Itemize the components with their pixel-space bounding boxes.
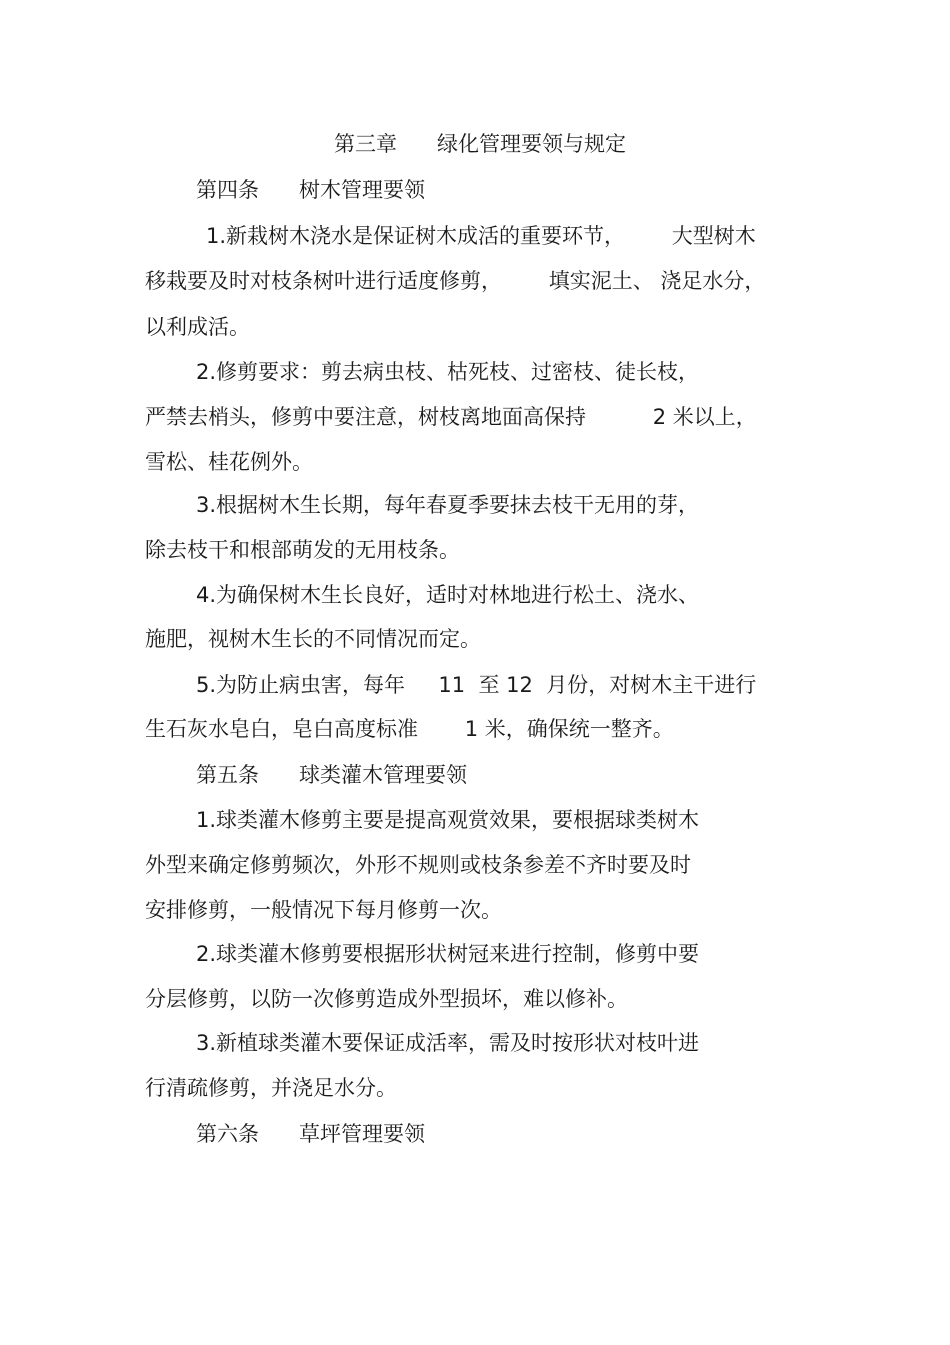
s4-item2-line1: 2.修剪要求：剪去病虫枝、枯死枝、过密枝、徒长枝， xyxy=(196,360,700,384)
s5-item2-line1: 2.球类灌木修剪要根据形状树冠来进行控制，修剪中要 xyxy=(196,942,700,966)
s4-item1-line3: 以利成活。 xyxy=(145,315,250,339)
chapter-heading: 第三章 绿化管理要领与规定 xyxy=(334,132,627,156)
s4-item3-line1: 3.根据树木生长期，每年春夏季要抹去枝干无用的芽， xyxy=(196,493,700,517)
s5-item1-line2: 外型来确定修剪频次，外形不规则或枝条参差不齐时要及时 xyxy=(145,853,691,877)
s5-item3-line2: 行清疏修剪，并浇足水分。 xyxy=(145,1076,397,1100)
s4-item5-line2: 生石灰水皂白，皂白高度标准 1 米，确保统一整齐。 xyxy=(145,717,674,741)
s4-item1-line2: 移栽要及时对枝条树叶进行适度修剪， 填实泥土、 浇足水分， xyxy=(145,269,766,293)
section-6-heading: 第六条 草坪管理要领 xyxy=(196,1122,426,1146)
s4-item5-line1: 5.为防止病虫害，每年 11 至 12 月份，对树木主干进行 xyxy=(196,673,757,697)
s5-item1-line1: 1.球类灌木修剪主要是提高观赏效果，要根据球类树木 xyxy=(196,808,700,832)
s4-item2-line2: 严禁去梢头，修剪中要注意，树枝离地面高保持 2 米以上， xyxy=(145,405,757,429)
s5-item2-line2: 分层修剪，以防一次修剪造成外型损坏，难以修补。 xyxy=(145,987,628,1011)
section-5-heading: 第五条 球类灌木管理要领 xyxy=(196,763,468,787)
s5-item3-line1: 3.新植球类灌木要保证成活率，需及时按形状对枝叶进 xyxy=(196,1031,700,1055)
s4-item2-line3: 雪松、桂花例外。 xyxy=(145,450,313,474)
s4-item4-line1: 4.为确保树木生长良好，适时对林地进行松土、浇水、 xyxy=(196,583,700,607)
s4-item1-line1: 1.新栽树木浇水是保证树木成活的重要环节， 大型树木 xyxy=(206,224,756,248)
s5-item1-line3: 安排修剪，一般情况下每月修剪一次。 xyxy=(145,898,502,922)
s4-item4-line2: 施肥，视树木生长的不同情况而定。 xyxy=(145,627,481,651)
section-4-heading: 第四条 树木管理要领 xyxy=(196,178,426,202)
s4-item3-line2: 除去枝干和根部萌发的无用枝条。 xyxy=(145,538,460,562)
